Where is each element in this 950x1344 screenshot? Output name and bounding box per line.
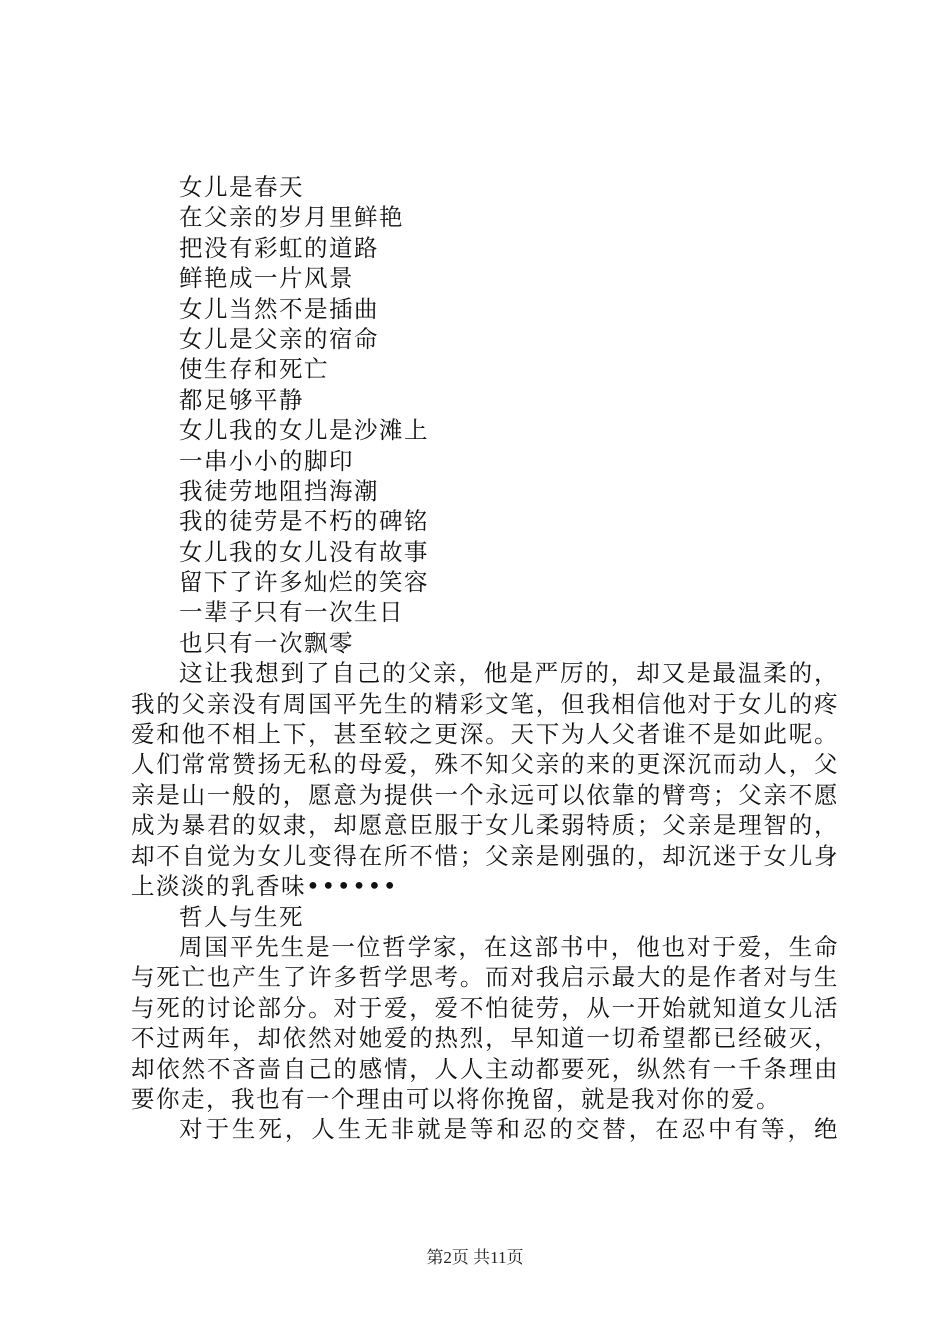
poem-line: 使生存和死亡: [179, 355, 329, 384]
poem-line: 女儿是父亲的宿命: [179, 324, 379, 353]
poem-line: 也只有一次飘零: [179, 628, 354, 657]
poem-line: 女儿是春天: [179, 173, 304, 201]
poem-line: 一辈子只有一次生日: [179, 598, 404, 627]
poem-line: 女儿当然不是插曲: [179, 294, 379, 323]
body-text: [131, 172, 839, 1145]
poem-line: 女儿我的女儿是沙滩上: [179, 416, 429, 445]
paragraph-philosopher: 周国平先生是一位哲学家，在这部书中，他也对于爱，生命与死亡也产生了许多哲学思考。而对我启示最大的是作者对与生与死的讨论部分。对于爱，爱不怕徒劳，从一开始就知道女儿活不过两年，却依然对她爱的热烈，早知道一切希望都已经破灭，却依然不吝啬自己的感情，人人主动都要死，纵然有一千条理由要你走，我也有一个理由可以将你挽留，就是我对你的爱。: [131, 932, 839, 1113]
paragraph-father: 这让我想到了自己的父亲，他是严厉的，却又是最温柔的，我的父亲没有周国平先生的精彩文笔，但我相信他对于女儿的疼爱和他不相上下，甚至较之更深。天下为人父者谁不是如此呢。人们常常赞扬无私的母爱，殊不知父亲的来的更深沉而动人，父亲是山一般的，愿意为提供一个永远可以依靠的臂弯；父亲不愿成为暴君的奴隶，却愿意臣服于女儿柔弱特质；父亲是理智的，却不自觉为女儿变得在所不惜；父亲是刚强的，却沉迷于女儿身上淡淡的乳香味••••••: [131, 659, 839, 901]
poem-line: 我徒劳地阻挡海潮: [179, 476, 379, 505]
poem-line: 女儿我的女儿没有故事: [179, 537, 429, 566]
poem-line: 我的徒劳是不朽的碑铭: [179, 507, 429, 536]
poem-line: 一串小小的脚印: [179, 446, 354, 475]
poem-line: 都足够平静: [179, 385, 304, 414]
poem-line: 把没有彩虹的道路: [179, 233, 379, 262]
poem-line: 留下了许多灿烂的笑容: [179, 568, 429, 597]
page-footer: 第2页 共11页: [426, 1248, 524, 1267]
section-heading: 哲人与生死: [179, 902, 304, 931]
paragraph-life-death: 对于生死，人生无非就是等和忍的交替，在忍中有等，绝: [179, 1115, 839, 1144]
poem: [131, 172, 839, 658]
poem-line: 在父亲的岁月里鲜艳: [179, 203, 404, 232]
poem-line: 鲜艳成一片风景: [179, 264, 354, 293]
